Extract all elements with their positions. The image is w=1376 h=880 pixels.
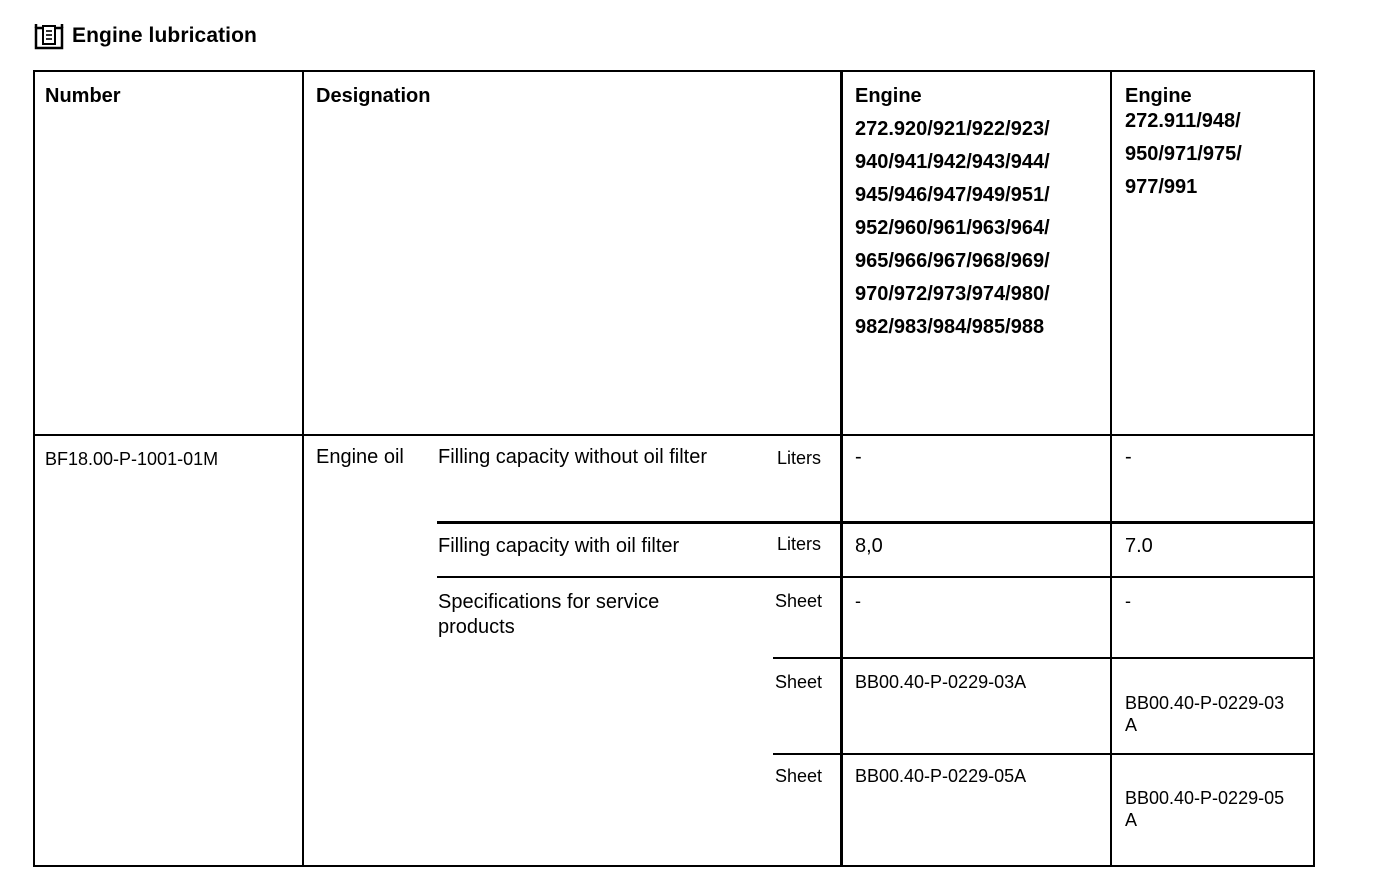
item-3-unit: Sheet (775, 591, 823, 611)
col-border-left (33, 70, 35, 867)
table-bottom-border (33, 865, 1315, 867)
header-number: Number (45, 85, 121, 107)
item-1-engine-b: - (1125, 446, 1132, 468)
col-border-number (302, 70, 304, 867)
row-separator-1 (437, 521, 1315, 524)
header-engine-b-label: Engine (1125, 85, 1192, 107)
row-group: Engine oil (316, 446, 404, 468)
row-separator-2 (437, 576, 1315, 578)
item-4-engine-a: BB00.40-P-0229-03A (855, 672, 1027, 692)
item-1-unit: Liters (777, 448, 822, 468)
header-engine-a-label: Engine (855, 85, 922, 107)
item-1-engine-a: - (855, 446, 862, 468)
item-2-engine-a: 8,0 (855, 535, 883, 557)
item-5-unit: Sheet (775, 766, 823, 786)
header-engine-a-models: 272.920/921/922/923/ 940/941/942/943/944/ 945/946/947/949/951/ 952/960/961/963/964/ 965/966/967/968/969/ 970/972/973/974/980/ 982/983/984/985/988 (855, 118, 1050, 338)
document-list-icon (34, 22, 64, 50)
item-4-unit: Sheet (775, 672, 823, 692)
item-5-engine-b: BB00.40-P-0229-05 A (1125, 788, 1285, 830)
item-2-label: Filling capacity with oil filter (438, 535, 680, 557)
col-border-engine-a (1110, 70, 1112, 867)
col-border-right (1313, 70, 1315, 867)
header-designation: Designation (316, 85, 431, 107)
item-4-engine-b: BB00.40-P-0229-03 A (1125, 693, 1285, 735)
row-separator-3 (773, 657, 1315, 659)
header-bottom-border (33, 434, 1315, 436)
item-3-engine-a: - (855, 591, 861, 611)
col-border-designation (840, 70, 843, 867)
item-2-unit: Liters (777, 534, 822, 554)
header-engine-b-models: 272.911/948/ 950/971/975/ 977/991 (1125, 110, 1242, 198)
item-2-engine-b: 7.0 (1125, 535, 1153, 557)
item-3-engine-b: - (1125, 591, 1131, 611)
item-5-engine-a: BB00.40-P-0229-05A (855, 766, 1027, 786)
page-title (34, 20, 257, 52)
item-1-label: Filling capacity without oil filter (438, 446, 707, 468)
row-number: BF18.00-P-1001-01M (45, 449, 219, 469)
title-text: Engine lubrication (72, 24, 257, 47)
row-separator-4 (773, 753, 1315, 755)
item-3-label: Specifications for service products (438, 591, 660, 638)
table-top-border (33, 70, 1315, 72)
